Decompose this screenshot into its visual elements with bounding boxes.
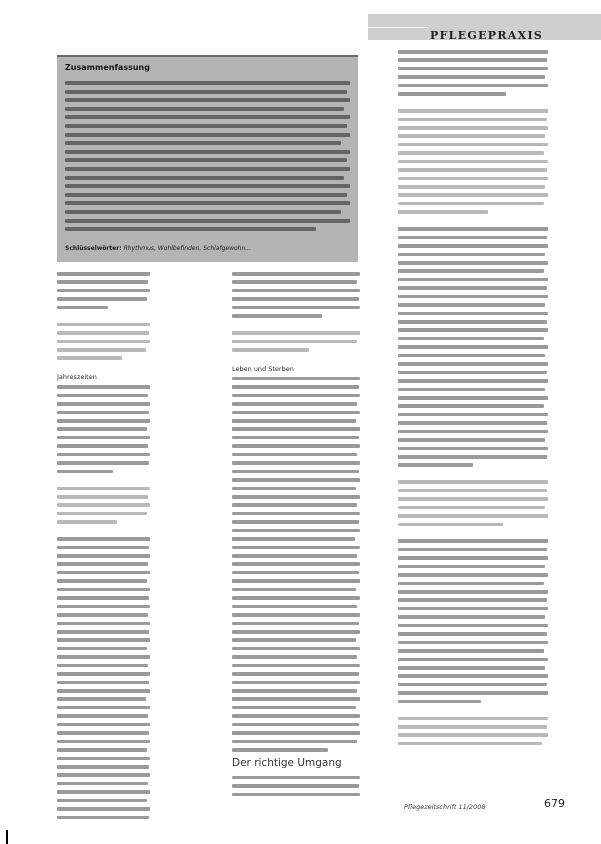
- text-line: [398, 649, 544, 653]
- text-line: [398, 134, 545, 138]
- text-line: [57, 630, 149, 634]
- paragraph-gap: [398, 219, 548, 223]
- text-line: [232, 411, 360, 415]
- paragraph-gap: [398, 708, 548, 712]
- text-line: [232, 689, 357, 693]
- text-line: [232, 520, 359, 524]
- text-line: [57, 394, 148, 398]
- text-line: [398, 143, 548, 147]
- text-line: [398, 658, 548, 662]
- text-line: [398, 244, 548, 248]
- text-line: [232, 280, 357, 284]
- text-line: [398, 193, 548, 197]
- text-line: [398, 151, 544, 155]
- text-line: [232, 655, 357, 659]
- text-line: [398, 539, 548, 543]
- text-line: [232, 697, 360, 701]
- paragraph-gap: [398, 531, 548, 535]
- text-line: [398, 598, 547, 602]
- text-line: [398, 514, 548, 518]
- text-line: [232, 427, 360, 431]
- text-line: [232, 714, 360, 718]
- text-line: [232, 664, 360, 668]
- text-line: [57, 731, 149, 735]
- text-line: [57, 748, 147, 752]
- text-line: [57, 436, 150, 440]
- text-line: [398, 286, 547, 290]
- crop-mark: [6, 830, 8, 844]
- text-line: [398, 269, 544, 273]
- text-line: [232, 461, 360, 465]
- text-line: [57, 537, 150, 541]
- text-line: [398, 455, 547, 459]
- text-line: [65, 81, 350, 85]
- text-line: [398, 371, 547, 375]
- text-line: [57, 340, 150, 344]
- text-line: [57, 647, 147, 651]
- text-line: [57, 323, 150, 327]
- paragraph-gap: [398, 101, 548, 105]
- text-line: [57, 554, 150, 558]
- text-line: [398, 742, 542, 746]
- text-line: [398, 118, 547, 122]
- text-line: [65, 184, 350, 188]
- text-line: [232, 731, 360, 735]
- text-line: [232, 647, 360, 651]
- text-line: [57, 512, 147, 516]
- text-line: [398, 261, 548, 265]
- text-line: [398, 253, 545, 257]
- text-line: [398, 700, 481, 704]
- text-line: [398, 590, 548, 594]
- text-line: [232, 306, 360, 310]
- text-line: [398, 210, 488, 214]
- text-line: [232, 630, 360, 634]
- text-line: [57, 289, 150, 293]
- text-line: [398, 202, 544, 206]
- text-line: [398, 236, 547, 240]
- text-line: [232, 385, 359, 389]
- text-line: [65, 150, 350, 154]
- section-title: PFLEGEPRAXIS: [430, 29, 544, 42]
- text-line: [232, 638, 356, 642]
- text-line: [57, 280, 148, 284]
- text-line: [57, 348, 146, 352]
- abstract-keywords: [65, 245, 251, 252]
- text-line: [232, 605, 357, 609]
- text-line: [232, 529, 360, 533]
- paragraph-gap: [57, 478, 150, 482]
- text-line: [398, 463, 473, 467]
- text-line: [57, 419, 150, 423]
- text-line: [57, 740, 150, 744]
- text-line: [57, 411, 149, 415]
- text-line: [398, 489, 547, 493]
- paragraph-gap: [57, 529, 150, 533]
- text-line: [398, 168, 547, 172]
- text-line: [57, 427, 147, 431]
- text-line: [57, 697, 146, 701]
- text-line: [57, 816, 149, 820]
- text-line: [398, 126, 548, 130]
- text-line: [398, 388, 545, 392]
- text-line: [65, 98, 350, 102]
- text-line: [232, 340, 357, 344]
- text-line: [232, 297, 359, 301]
- text-line: [232, 512, 360, 516]
- text-line: [398, 379, 548, 383]
- text-line: [232, 571, 359, 575]
- text-line: [232, 723, 359, 727]
- text-line: [232, 622, 359, 626]
- text-line: [398, 50, 548, 54]
- text-line: [398, 497, 548, 501]
- text-line: [398, 556, 548, 560]
- text-line: [398, 354, 545, 358]
- text-line: [57, 596, 149, 600]
- text-line: [65, 227, 316, 231]
- text-column-1: [57, 272, 150, 824]
- text-line: [232, 562, 360, 566]
- text-line: [398, 303, 545, 307]
- text-line: [232, 613, 360, 617]
- text-line: [57, 297, 147, 301]
- text-line: [398, 337, 544, 341]
- text-line: [398, 109, 548, 113]
- page-number: 679: [544, 797, 565, 810]
- text-line: [57, 470, 113, 474]
- text-line: [65, 201, 350, 205]
- text-line: [232, 348, 309, 352]
- text-line: [232, 706, 356, 710]
- text-line: [57, 487, 150, 491]
- header-rule: [368, 27, 428, 28]
- text-line: [65, 115, 350, 119]
- text-line: [398, 582, 544, 586]
- text-line: [57, 588, 150, 592]
- text-line: [398, 278, 548, 282]
- text-line: [57, 579, 147, 583]
- text-line: [57, 453, 150, 457]
- text-line: [57, 714, 148, 718]
- text-line: [57, 765, 149, 769]
- text-line: [232, 495, 360, 499]
- text-line: [398, 404, 544, 408]
- text-line: [398, 84, 548, 88]
- text-line: [232, 377, 360, 381]
- text-line: [232, 478, 360, 482]
- text-line: [232, 444, 360, 448]
- text-line: [232, 748, 328, 752]
- text-line: [57, 689, 150, 693]
- text-line: [232, 784, 359, 788]
- text-line: [57, 546, 149, 550]
- subheading-life-death: Leben und Sterben: [232, 364, 294, 373]
- text-line: [232, 402, 357, 406]
- abstract-heading: Zusammenfassung: [65, 63, 150, 72]
- text-line: [57, 664, 148, 668]
- text-line: [398, 632, 547, 636]
- text-line: [398, 607, 548, 611]
- text-line: [232, 579, 360, 583]
- text-line: [398, 725, 547, 729]
- text-line: [398, 565, 545, 569]
- subheading-seasons: Jahreszeiten: [57, 373, 97, 382]
- text-line: [398, 624, 548, 628]
- text-line: [232, 596, 360, 600]
- text-line: [398, 480, 548, 484]
- text-line: [65, 167, 350, 171]
- text-line: [398, 160, 548, 164]
- text-line: [57, 622, 150, 626]
- text-line: [398, 345, 548, 349]
- text-line: [232, 470, 359, 474]
- text-line: [65, 107, 344, 111]
- text-line: [65, 158, 347, 162]
- text-line: [57, 306, 108, 310]
- text-line: [57, 495, 148, 499]
- section-heading: Der richtige Umgang: [232, 756, 342, 769]
- paragraph-gap: [232, 356, 360, 360]
- text-line: [398, 413, 548, 417]
- text-line: [398, 506, 545, 510]
- text-line: [398, 717, 548, 721]
- text-column-3: [398, 50, 548, 750]
- text-line: [232, 419, 356, 423]
- text-line: [232, 453, 357, 457]
- text-line: [232, 740, 357, 744]
- text-line: [398, 733, 548, 737]
- text-line: [398, 641, 548, 645]
- text-line: [57, 773, 150, 777]
- text-line: [398, 691, 548, 695]
- text-line: [57, 562, 148, 566]
- text-line: [398, 58, 547, 62]
- text-line: [398, 67, 548, 71]
- text-line: [398, 75, 545, 79]
- text-line: [398, 666, 545, 670]
- text-line: [57, 503, 150, 507]
- text-line: [398, 548, 547, 552]
- text-line: [232, 503, 357, 507]
- text-line: [57, 571, 150, 575]
- footer-journal: Pflegezeitschrift 11/2008: [404, 803, 486, 811]
- text-line: [232, 331, 360, 335]
- text-line: [232, 537, 355, 541]
- text-line: [57, 799, 147, 803]
- abstract-text: [65, 81, 350, 236]
- text-line: [398, 295, 548, 299]
- text-line: [232, 289, 360, 293]
- text-line: [232, 588, 356, 592]
- text-line: [65, 141, 341, 145]
- text-line: [398, 573, 548, 577]
- text-line: [398, 185, 545, 189]
- text-line: [398, 177, 548, 181]
- text-line: [57, 807, 150, 811]
- text-line: [65, 193, 347, 197]
- text-line: [57, 356, 122, 360]
- text-line: [57, 272, 150, 276]
- text-line: [232, 314, 322, 318]
- text-line: [232, 546, 360, 550]
- text-line: [57, 757, 150, 761]
- text-line: [398, 227, 548, 231]
- text-column-2: [232, 272, 360, 801]
- text-line: [232, 776, 360, 780]
- text-line: [398, 421, 547, 425]
- text-line: [57, 672, 150, 676]
- text-line: [57, 638, 150, 642]
- text-line: [398, 92, 506, 96]
- keywords-value: Rhythmus, Wohlbefinden, Schlafgewohn...: [123, 245, 251, 252]
- text-line: [57, 402, 150, 406]
- text-line: [398, 312, 548, 316]
- text-line: [398, 523, 503, 527]
- text-line: [232, 436, 359, 440]
- text-line: [57, 520, 117, 524]
- text-line: [65, 176, 344, 180]
- text-line: [65, 133, 350, 137]
- text-line: [232, 793, 360, 797]
- text-line: [398, 430, 548, 434]
- text-line: [398, 320, 547, 324]
- text-line: [65, 219, 350, 223]
- text-line: [398, 674, 548, 678]
- text-line: [398, 447, 548, 451]
- text-line: [398, 615, 545, 619]
- text-line: [57, 681, 149, 685]
- paragraph-gap: [57, 314, 150, 318]
- text-line: [398, 362, 548, 366]
- text-line: [398, 396, 548, 400]
- text-line: [232, 554, 357, 558]
- text-line: [65, 210, 341, 214]
- text-line: [65, 124, 347, 128]
- text-line: [57, 613, 148, 617]
- text-line: [57, 706, 150, 710]
- text-line: [57, 790, 150, 794]
- text-line: [57, 782, 148, 786]
- keywords-label: Schlüsselwörter:: [65, 245, 122, 252]
- paragraph-gap: [57, 365, 150, 369]
- paragraph-gap: [232, 323, 360, 327]
- abstract-box: [57, 55, 358, 262]
- text-line: [232, 681, 360, 685]
- text-line: [65, 90, 347, 94]
- text-line: [232, 394, 360, 398]
- text-line: [398, 438, 545, 442]
- text-line: [57, 444, 148, 448]
- text-line: [57, 655, 150, 659]
- text-line: [232, 272, 360, 276]
- text-line: [57, 605, 150, 609]
- text-line: [398, 683, 547, 687]
- paragraph-gap: [398, 472, 548, 476]
- text-line: [57, 723, 150, 727]
- text-line: [57, 385, 150, 389]
- text-line: [398, 328, 548, 332]
- text-line: [57, 331, 149, 335]
- text-line: [232, 672, 359, 676]
- text-line: [232, 487, 356, 491]
- text-line: [57, 461, 149, 465]
